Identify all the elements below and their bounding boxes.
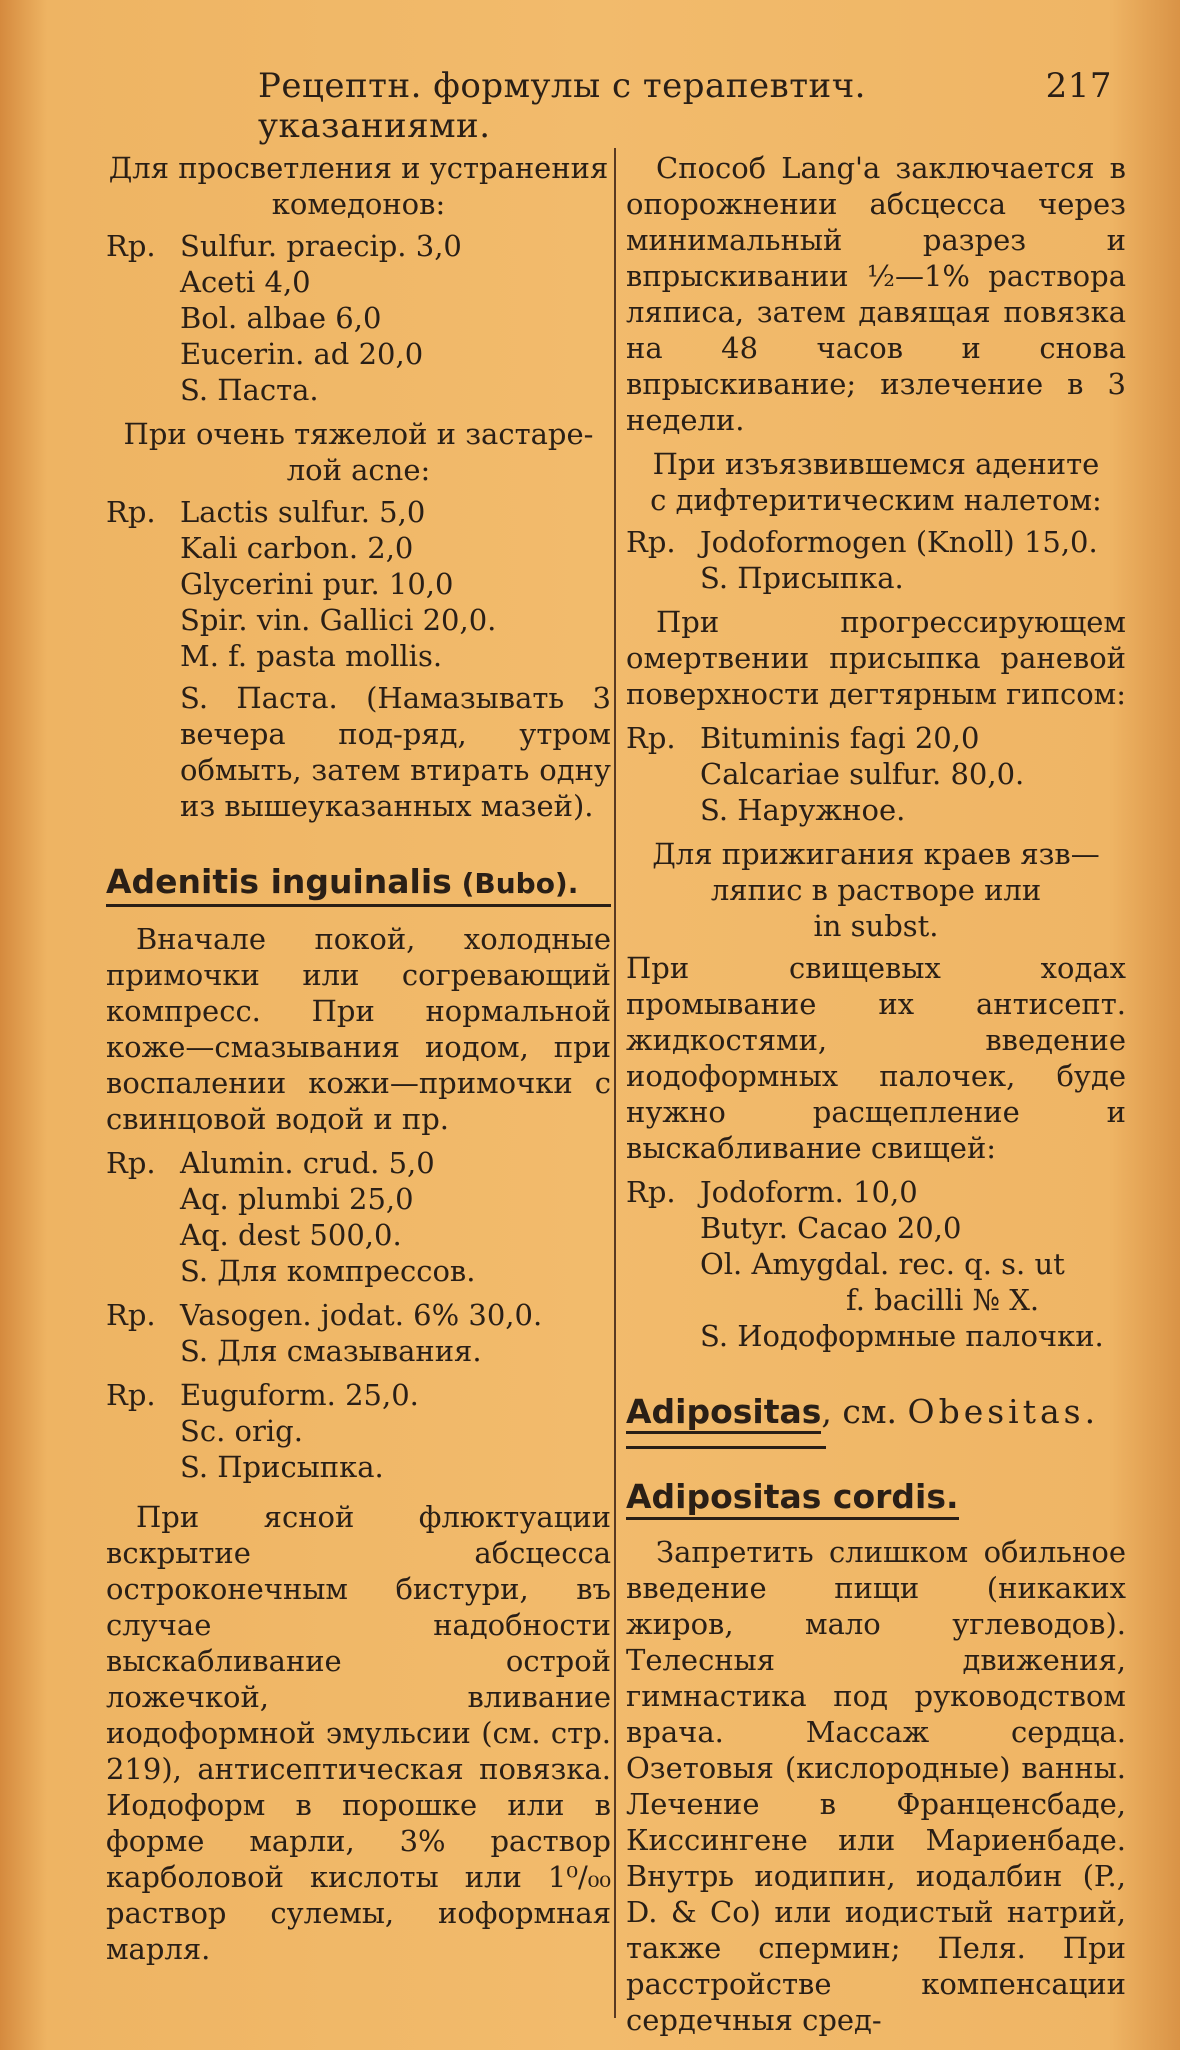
section-heading xyxy=(106,864,611,907)
recipe-line: Ol. Amygdal. rec. q. s. ut xyxy=(700,1247,1065,1281)
rp-mark: Rp. xyxy=(106,495,156,529)
section-crossref: , см. xyxy=(821,1392,908,1431)
recipe-signature: S. Паста. (Намазывать 3 вечера под-ряд, утром обмыть, затем втирать одну из вышеуказанных мазей). xyxy=(180,681,611,823)
recipe-line: S. Присыпка. xyxy=(180,1450,384,1484)
rp-mark: Rp. xyxy=(106,1378,156,1412)
recipe-line: S. Для компрессов. xyxy=(180,1254,476,1288)
recipe-line: Sc. orig. xyxy=(180,1414,303,1448)
recipe-line: S. Для смазывания. xyxy=(180,1334,482,1368)
recipe-line: Butyr. Cacao 20,0 xyxy=(700,1211,962,1245)
rp-mark: Rp. xyxy=(626,721,676,755)
text-line: ляпис в растворе или xyxy=(710,873,1042,907)
paragraph: Способ Lang'а заключается в опорожнении абсцесса через минимальный разрез и впрыскивании ½—1% раствора ляписа, затем давящая повязка на 48 часов и снова впрыскивание; излечение в 3 недели. xyxy=(626,151,1126,437)
recipe-line: Bol. albae 6,0 xyxy=(180,301,382,335)
recipe-line: Jodoformogen (Knoll) 15,0. xyxy=(700,525,1098,559)
recipe-line: Aceti 4,0 xyxy=(180,265,311,299)
section-title: Adenitis inguinalis xyxy=(106,862,452,901)
recipe-line: Sulfur. praecip. 3,0 xyxy=(180,229,462,263)
recipe xyxy=(106,1297,611,1369)
recipe xyxy=(626,524,1126,596)
recipe-line: Euguform. 25,0. xyxy=(180,1378,419,1412)
paragraph xyxy=(626,446,1126,518)
text-line: комедонов: xyxy=(271,187,446,221)
recipe-line: S. Наружное. xyxy=(700,793,906,827)
recipe-line: S. Присыпка. xyxy=(700,561,904,595)
text-line: с дифтеритическим налетом: xyxy=(650,483,1102,517)
rp-mark: Rp. xyxy=(106,1146,156,1180)
text-line: Для просветления и устранения xyxy=(108,151,609,185)
header-title: Рецептн. формулы с терапевтич. указаниями. xyxy=(258,66,866,146)
recipe xyxy=(106,1145,611,1289)
recipe-line: S. Паста. xyxy=(180,373,319,407)
text-line: лой acne: xyxy=(286,453,431,487)
section-crossref-target: Obesitas. xyxy=(907,1392,1100,1431)
text-line: При очень тяжелой и застаре- xyxy=(123,417,594,451)
page-number: 217 xyxy=(1045,66,1112,106)
paragraph: При прогрессирующем омертвении присыпка раневой поверхности дегтярным гипсом: xyxy=(626,605,1126,711)
section-title: Adipositas xyxy=(626,1392,821,1434)
rp-mark: Rp. xyxy=(106,229,156,263)
recipe-line: S. Иодоформные палочки. xyxy=(700,1319,1104,1353)
recipe-line: Aq. plumbi 25,0 xyxy=(180,1182,414,1216)
paragraph xyxy=(626,836,1126,944)
text-line: При изъязвившемся адените xyxy=(652,447,1100,481)
text-line: in subst. xyxy=(813,909,939,943)
recipe xyxy=(626,1174,1126,1354)
left-column xyxy=(106,150,611,1975)
paragraph: При ясной флюктуации вскрытие абсцесса остроконечным бистури, въ случае надобности выскабливание острой ложечкой, вливание иодоформной эмульсии (см. стр. 219), антисептическая повязка. Иодоформ в порошке или в форме марли, 3% раствор карболовой кислоты или 1⁰/₀₀ раствор сулемы, иоформная марля. xyxy=(106,1500,611,1966)
recipe-line: Spir. vin. Gallici 20,0. xyxy=(180,603,497,637)
recipe-line: Vasogen. jodat. 6% 30,0. xyxy=(180,1298,543,1332)
paragraph: Вначале покой, холодные примочки или согревающий компресс. При нормальной коже—смазывания иодом, при воспалении кожи—примочки с свинцовой водой и пр. xyxy=(106,922,611,1136)
recipe-line: f. bacilli № X. xyxy=(846,1283,1040,1317)
rp-mark: Rp. xyxy=(626,525,676,559)
recipe-line: Aq. dest 500,0. xyxy=(180,1218,402,1252)
recipe xyxy=(106,228,611,408)
rp-mark: Rp. xyxy=(626,1175,676,1209)
paragraph xyxy=(106,150,611,222)
recipe-line: Glycerini pur. 10,0 xyxy=(180,567,454,601)
recipe-line: Lactis sulfur. 5,0 xyxy=(180,495,426,529)
column-divider xyxy=(614,148,616,2018)
recipe xyxy=(106,494,611,824)
section-heading xyxy=(626,1479,959,1520)
recipe xyxy=(626,720,1126,828)
recipe-line: M. f. pasta mollis. xyxy=(180,639,443,673)
section-rule xyxy=(626,1446,826,1449)
recipe xyxy=(106,1377,611,1485)
recipe-line: Alumin. crud. 5,0 xyxy=(180,1146,435,1180)
paragraph xyxy=(106,416,611,488)
recipe-line: Kali carbon. 2,0 xyxy=(180,531,414,565)
text-line: Для прижигания краев язв— xyxy=(652,837,1100,871)
paragraph: Запретить слишком обильное введение пищи (никаких жиров, мало углеводов). Телесныя движения, гимнастика под руководством врача. Массаж сердца. Озетовыя (кислородные) ванны. Лечение в Франценсбаде, Киссингене или Мариенбаде. Внутрь иодипин, иодалбин (P., D. & Co) или иодистый натрий, также спермин; Пеля. При расстройстве компенсации сердечныя сред- xyxy=(626,1535,1126,2037)
recipe-line: Bituminis fagi 20,0 xyxy=(700,721,980,755)
running-header xyxy=(258,66,1112,146)
rp-mark: Rp. xyxy=(106,1298,156,1332)
recipe-line: Jodoform. 10,0 xyxy=(700,1175,918,1209)
section-heading xyxy=(626,1394,1126,1432)
section-subtitle: (Bubo). xyxy=(451,867,579,900)
right-column xyxy=(626,150,1126,2046)
paragraph: При свищевых ходах промывание их антисепт. жидкостями, введение иодоформных палочек, буде нужно расщепление и выскабливание свищей: xyxy=(626,951,1126,1165)
recipe-line: Calcariae sulfur. 80,0. xyxy=(700,757,1025,791)
recipe-line: Eucerin. ad 20,0 xyxy=(180,337,424,371)
section-title: Adipositas cordis. xyxy=(626,1477,959,1516)
